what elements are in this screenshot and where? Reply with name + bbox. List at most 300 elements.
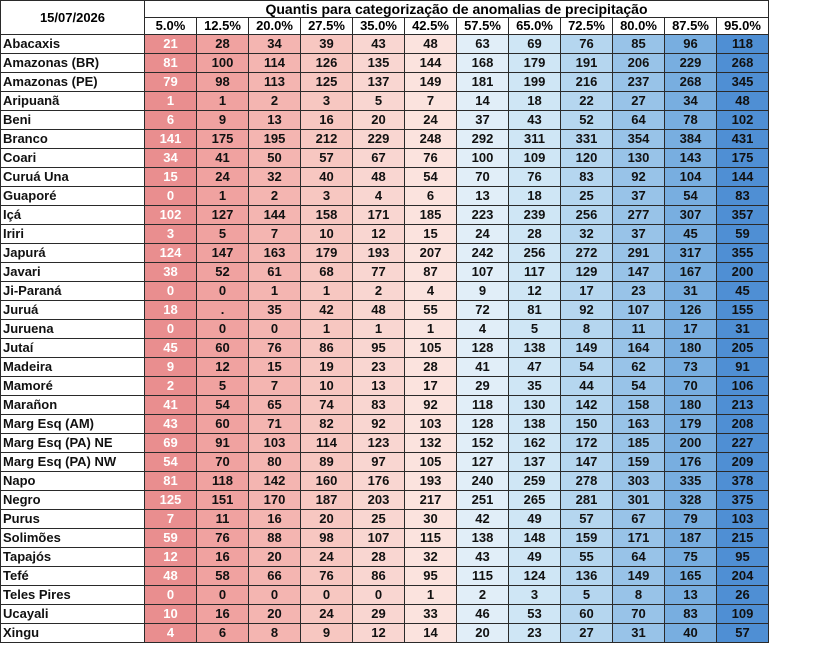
table-cell: 9 bbox=[145, 358, 197, 377]
table-cell: 37 bbox=[457, 111, 509, 130]
table-cell: 67 bbox=[353, 149, 405, 168]
table-cell: 130 bbox=[509, 396, 561, 415]
basin-name: Guaporé bbox=[1, 187, 145, 206]
table-cell: 39 bbox=[301, 35, 353, 54]
table-cell: 149 bbox=[561, 339, 613, 358]
table-cell: 32 bbox=[561, 225, 613, 244]
quantile-header: 5.0% bbox=[145, 18, 197, 35]
table-cell: 81 bbox=[145, 54, 197, 73]
table-row bbox=[1, 396, 769, 415]
table-cell: 0 bbox=[145, 187, 197, 206]
table-row bbox=[1, 282, 769, 301]
table-cell: 46 bbox=[457, 605, 509, 624]
table-cell: 32 bbox=[405, 548, 457, 567]
table-cell: 72 bbox=[457, 301, 509, 320]
table-cell: 149 bbox=[613, 567, 665, 586]
table-cell: 16 bbox=[249, 510, 301, 529]
table-cell: 54 bbox=[197, 396, 249, 415]
table-cell: 66 bbox=[249, 567, 301, 586]
table-cell: 0 bbox=[249, 586, 301, 605]
table-cell: 76 bbox=[249, 339, 301, 358]
table-cell: 24 bbox=[405, 111, 457, 130]
table-cell: 20 bbox=[301, 510, 353, 529]
basin-name: Juruá bbox=[1, 301, 145, 320]
table-cell: 83 bbox=[353, 396, 405, 415]
table-cell: 9 bbox=[197, 111, 249, 130]
table-cell: 3 bbox=[301, 187, 353, 206]
table-cell: 191 bbox=[561, 54, 613, 73]
basin-name: Tefé bbox=[1, 567, 145, 586]
table-cell: 25 bbox=[561, 187, 613, 206]
table-cell: 272 bbox=[561, 244, 613, 263]
basin-name: Juruena bbox=[1, 320, 145, 339]
quantile-header: 57.5% bbox=[457, 18, 509, 35]
table-row bbox=[1, 111, 769, 130]
table-cell: 18 bbox=[509, 187, 561, 206]
table-cell: 88 bbox=[249, 529, 301, 548]
table-cell: 256 bbox=[509, 244, 561, 263]
table-cell: 2 bbox=[249, 92, 301, 111]
table-cell: 102 bbox=[145, 206, 197, 225]
table-cell: 138 bbox=[457, 529, 509, 548]
table-cell: 83 bbox=[561, 168, 613, 187]
table-cell: 328 bbox=[665, 491, 717, 510]
table-cell: 15 bbox=[405, 225, 457, 244]
table-cell: 138 bbox=[509, 415, 561, 434]
table-cell: 69 bbox=[145, 434, 197, 453]
table-cell: 83 bbox=[665, 605, 717, 624]
table-cell: 125 bbox=[145, 491, 197, 510]
table-cell: 265 bbox=[509, 491, 561, 510]
table-cell: 75 bbox=[665, 548, 717, 567]
table-cell: 215 bbox=[717, 529, 769, 548]
table-cell: 114 bbox=[249, 54, 301, 73]
table-cell: 12 bbox=[145, 548, 197, 567]
table-cell: 239 bbox=[509, 206, 561, 225]
table-cell: 10 bbox=[301, 225, 353, 244]
table-cell: 59 bbox=[145, 529, 197, 548]
basin-name: Napo bbox=[1, 472, 145, 491]
table-cell: 0 bbox=[197, 282, 249, 301]
table-cell: 237 bbox=[613, 73, 665, 92]
table-cell: 144 bbox=[405, 54, 457, 73]
table-cell: 2 bbox=[145, 377, 197, 396]
table-cell: 281 bbox=[561, 491, 613, 510]
table-cell: 2 bbox=[353, 282, 405, 301]
table-cell: 227 bbox=[717, 434, 769, 453]
table-row bbox=[1, 567, 769, 586]
table-cell: 109 bbox=[717, 605, 769, 624]
table-cell: 2 bbox=[457, 586, 509, 605]
table-cell: 16 bbox=[197, 605, 249, 624]
table-cell: 63 bbox=[457, 35, 509, 54]
table-cell: 28 bbox=[353, 548, 405, 567]
table-cell: 43 bbox=[145, 415, 197, 434]
table-cell: 159 bbox=[561, 529, 613, 548]
table-cell: 357 bbox=[717, 206, 769, 225]
table-cell: 19 bbox=[301, 358, 353, 377]
basin-name: Marg Esq (PA) NW bbox=[1, 453, 145, 472]
table-cell: 60 bbox=[197, 339, 249, 358]
table-cell: 103 bbox=[717, 510, 769, 529]
table-cell: 268 bbox=[717, 54, 769, 73]
table-cell: 105 bbox=[405, 453, 457, 472]
table-cell: 61 bbox=[249, 263, 301, 282]
basin-name: Coari bbox=[1, 149, 145, 168]
table-cell: 78 bbox=[665, 111, 717, 130]
table-cell: 48 bbox=[353, 301, 405, 320]
table-cell: 5 bbox=[197, 225, 249, 244]
table-row bbox=[1, 624, 769, 643]
quantile-header: 27.5% bbox=[301, 18, 353, 35]
table-cell: 10 bbox=[301, 377, 353, 396]
table-cell: 54 bbox=[613, 377, 665, 396]
table-cell: 33 bbox=[405, 605, 457, 624]
table-cell: 142 bbox=[561, 396, 613, 415]
table-title: Quantis para categorização de anomalias de precipitação bbox=[145, 1, 769, 18]
table-cell: 115 bbox=[405, 529, 457, 548]
table-cell: 12 bbox=[353, 624, 405, 643]
table-cell: 30 bbox=[405, 510, 457, 529]
table-cell: 137 bbox=[509, 453, 561, 472]
table-cell: 1 bbox=[197, 187, 249, 206]
table-cell: 0 bbox=[197, 586, 249, 605]
table-cell: 55 bbox=[405, 301, 457, 320]
table-cell: 24 bbox=[301, 605, 353, 624]
table-cell: 7 bbox=[249, 377, 301, 396]
table-cell: 431 bbox=[717, 130, 769, 149]
table-cell: 35 bbox=[509, 377, 561, 396]
table-cell: 4 bbox=[457, 320, 509, 339]
basin-name: Amazonas (BR) bbox=[1, 54, 145, 73]
quantile-header: 72.5% bbox=[561, 18, 613, 35]
table-row bbox=[1, 73, 769, 92]
table-cell: 137 bbox=[353, 73, 405, 92]
table-cell: 38 bbox=[145, 263, 197, 282]
table-cell: 68 bbox=[301, 263, 353, 282]
basin-name: Aripuanã bbox=[1, 92, 145, 111]
table-cell: 8 bbox=[249, 624, 301, 643]
table-cell: 354 bbox=[613, 130, 665, 149]
table-cell: 22 bbox=[561, 92, 613, 111]
table-cell: 70 bbox=[457, 168, 509, 187]
table-cell: 45 bbox=[717, 282, 769, 301]
table-cell: 0 bbox=[145, 320, 197, 339]
table-cell: 23 bbox=[509, 624, 561, 643]
table-cell: 77 bbox=[353, 263, 405, 282]
quantile-header: 95.0% bbox=[717, 18, 769, 35]
table-row bbox=[1, 54, 769, 73]
table-cell: 58 bbox=[197, 567, 249, 586]
table-cell: 355 bbox=[717, 244, 769, 263]
table-cell: 40 bbox=[665, 624, 717, 643]
table-cell: 20 bbox=[457, 624, 509, 643]
table-cell: 175 bbox=[717, 149, 769, 168]
table-cell: 199 bbox=[509, 73, 561, 92]
table-cell: 11 bbox=[613, 320, 665, 339]
table-cell: 3 bbox=[509, 586, 561, 605]
table-cell: 175 bbox=[197, 130, 249, 149]
table-cell: 292 bbox=[457, 130, 509, 149]
table-cell: 23 bbox=[613, 282, 665, 301]
table-cell: 76 bbox=[197, 529, 249, 548]
basin-name: Marañon bbox=[1, 396, 145, 415]
table-cell: 42 bbox=[457, 510, 509, 529]
table-cell: 14 bbox=[457, 92, 509, 111]
table-cell: 50 bbox=[249, 149, 301, 168]
quantile-header: 80.0% bbox=[613, 18, 665, 35]
table-cell: 152 bbox=[457, 434, 509, 453]
table-cell: 217 bbox=[405, 491, 457, 510]
table-cell: 45 bbox=[145, 339, 197, 358]
table-cell: 2 bbox=[249, 187, 301, 206]
table-cell: 278 bbox=[561, 472, 613, 491]
table-cell: 127 bbox=[457, 453, 509, 472]
table-cell: 223 bbox=[457, 206, 509, 225]
table-cell: 206 bbox=[613, 54, 665, 73]
quantile-header: 20.0% bbox=[249, 18, 301, 35]
table-cell: 144 bbox=[717, 168, 769, 187]
table-cell: 107 bbox=[613, 301, 665, 320]
table-cell: 303 bbox=[613, 472, 665, 491]
table-cell: 107 bbox=[457, 263, 509, 282]
table-cell: 176 bbox=[353, 472, 405, 491]
quantile-header: 35.0% bbox=[353, 18, 405, 35]
table-cell: 127 bbox=[197, 206, 249, 225]
table-cell: 20 bbox=[353, 111, 405, 130]
table-cell: 54 bbox=[665, 187, 717, 206]
table-cell: 97 bbox=[353, 453, 405, 472]
table-cell: 200 bbox=[665, 434, 717, 453]
table-cell: 179 bbox=[665, 415, 717, 434]
table-cell: 35 bbox=[249, 301, 301, 320]
table-row bbox=[1, 168, 769, 187]
table-cell: 98 bbox=[197, 73, 249, 92]
table-cell: 130 bbox=[613, 149, 665, 168]
table-cell: 20 bbox=[249, 605, 301, 624]
table-cell: 109 bbox=[509, 149, 561, 168]
table-cell: 17 bbox=[405, 377, 457, 396]
table-cell: 208 bbox=[717, 415, 769, 434]
table-row bbox=[1, 377, 769, 396]
table-cell: 18 bbox=[509, 92, 561, 111]
table-cell: 82 bbox=[301, 415, 353, 434]
table-cell: 105 bbox=[405, 339, 457, 358]
table-cell: 4 bbox=[405, 282, 457, 301]
table-cell: 6 bbox=[197, 624, 249, 643]
table-cell: 95 bbox=[405, 567, 457, 586]
table-row bbox=[1, 244, 769, 263]
table-cell: 113 bbox=[249, 73, 301, 92]
table-cell: 27 bbox=[613, 92, 665, 111]
table-cell: 62 bbox=[613, 358, 665, 377]
basin-name: Solimões bbox=[1, 529, 145, 548]
table-cell: 128 bbox=[457, 415, 509, 434]
table-row bbox=[1, 92, 769, 111]
table-cell: 242 bbox=[457, 244, 509, 263]
table-cell: 5 bbox=[197, 377, 249, 396]
table-cell: 40 bbox=[301, 168, 353, 187]
table-row bbox=[1, 491, 769, 510]
table-cell: 4 bbox=[353, 187, 405, 206]
table-cell: 57 bbox=[301, 149, 353, 168]
basin-name: Marg Esq (PA) NE bbox=[1, 434, 145, 453]
basin-name: Mamoré bbox=[1, 377, 145, 396]
table-cell: 114 bbox=[301, 434, 353, 453]
table-cell: 64 bbox=[613, 548, 665, 567]
table-cell: 86 bbox=[301, 339, 353, 358]
table-row bbox=[1, 510, 769, 529]
table-cell: 159 bbox=[613, 453, 665, 472]
table-cell: 187 bbox=[301, 491, 353, 510]
table-row bbox=[1, 35, 769, 54]
table-cell: 16 bbox=[197, 548, 249, 567]
table-cell: 126 bbox=[301, 54, 353, 73]
table-cell: 207 bbox=[405, 244, 457, 263]
table-cell: 12 bbox=[353, 225, 405, 244]
table-cell: 185 bbox=[405, 206, 457, 225]
basin-name: Negro bbox=[1, 491, 145, 510]
table-cell: 64 bbox=[613, 111, 665, 130]
table-cell: 259 bbox=[509, 472, 561, 491]
table-cell: 54 bbox=[405, 168, 457, 187]
table-cell: 118 bbox=[717, 35, 769, 54]
table-cell: 59 bbox=[717, 225, 769, 244]
table-cell: 251 bbox=[457, 491, 509, 510]
basin-name: Abacaxis bbox=[1, 35, 145, 54]
table-cell: 150 bbox=[561, 415, 613, 434]
table-cell: 240 bbox=[457, 472, 509, 491]
table-cell: 135 bbox=[353, 54, 405, 73]
table-body bbox=[1, 35, 769, 643]
table-cell: 375 bbox=[717, 491, 769, 510]
table-cell: 54 bbox=[145, 453, 197, 472]
table-cell: 31 bbox=[717, 320, 769, 339]
table-cell: 149 bbox=[405, 73, 457, 92]
table-cell: 384 bbox=[665, 130, 717, 149]
table-cell: 335 bbox=[665, 472, 717, 491]
table-cell: 307 bbox=[665, 206, 717, 225]
table-cell: 124 bbox=[509, 567, 561, 586]
table-cell: 345 bbox=[717, 73, 769, 92]
table-title-row bbox=[1, 1, 769, 18]
table-cell: 164 bbox=[613, 339, 665, 358]
table-cell: 209 bbox=[717, 453, 769, 472]
table-cell: 163 bbox=[249, 244, 301, 263]
table-cell: 26 bbox=[717, 586, 769, 605]
table-cell: 9 bbox=[457, 282, 509, 301]
table-cell: 179 bbox=[509, 54, 561, 73]
table-cell: 23 bbox=[353, 358, 405, 377]
table-cell: 180 bbox=[665, 396, 717, 415]
table-row bbox=[1, 320, 769, 339]
table-cell: 311 bbox=[509, 130, 561, 149]
table-cell: 193 bbox=[353, 244, 405, 263]
table-cell: 132 bbox=[405, 434, 457, 453]
table-cell: 98 bbox=[301, 529, 353, 548]
table-cell: 70 bbox=[197, 453, 249, 472]
table-cell: 8 bbox=[613, 586, 665, 605]
table-cell: 168 bbox=[457, 54, 509, 73]
table-cell: 34 bbox=[665, 92, 717, 111]
table-cell: 9 bbox=[301, 624, 353, 643]
table-cell: 92 bbox=[613, 168, 665, 187]
table-row bbox=[1, 358, 769, 377]
table-cell: 8 bbox=[561, 320, 613, 339]
table-cell: 95 bbox=[717, 548, 769, 567]
table-cell: 70 bbox=[613, 605, 665, 624]
table-cell: 229 bbox=[665, 54, 717, 73]
table-cell: 118 bbox=[197, 472, 249, 491]
table-cell: 91 bbox=[197, 434, 249, 453]
table-cell: 124 bbox=[145, 244, 197, 263]
table-cell: 7 bbox=[405, 92, 457, 111]
table-cell: 31 bbox=[665, 282, 717, 301]
table-cell: 151 bbox=[197, 491, 249, 510]
table-cell: 0 bbox=[145, 282, 197, 301]
table-cell: 204 bbox=[717, 567, 769, 586]
table-cell: 277 bbox=[613, 206, 665, 225]
basin-name: Madeira bbox=[1, 358, 145, 377]
table-cell: 1 bbox=[353, 320, 405, 339]
table-cell: 171 bbox=[613, 529, 665, 548]
table-cell: 6 bbox=[145, 111, 197, 130]
table-cell: 3 bbox=[145, 225, 197, 244]
table-cell: 256 bbox=[561, 206, 613, 225]
table-cell: 1 bbox=[405, 586, 457, 605]
table-cell: 167 bbox=[665, 263, 717, 282]
table-cell: 155 bbox=[717, 301, 769, 320]
table-cell: 79 bbox=[145, 73, 197, 92]
table-cell: 81 bbox=[509, 301, 561, 320]
table-cell: 107 bbox=[353, 529, 405, 548]
table-cell: 57 bbox=[561, 510, 613, 529]
table-cell: 200 bbox=[717, 263, 769, 282]
table-cell: 3 bbox=[301, 92, 353, 111]
date-header: 15/07/2026 bbox=[1, 1, 145, 35]
table-row bbox=[1, 472, 769, 491]
table-cell: 331 bbox=[561, 130, 613, 149]
table-cell: 48 bbox=[353, 168, 405, 187]
table-cell: 41 bbox=[197, 149, 249, 168]
table-row bbox=[1, 130, 769, 149]
table-cell: 171 bbox=[353, 206, 405, 225]
table-cell: 6 bbox=[405, 187, 457, 206]
table-cell: 37 bbox=[613, 225, 665, 244]
basin-name: Amazonas (PE) bbox=[1, 73, 145, 92]
table-row bbox=[1, 339, 769, 358]
table-cell: 125 bbox=[301, 73, 353, 92]
table-cell: 85 bbox=[613, 35, 665, 54]
basin-name: Purus bbox=[1, 510, 145, 529]
table-cell: 45 bbox=[665, 225, 717, 244]
table-cell: 73 bbox=[665, 358, 717, 377]
quantile-header: 65.0% bbox=[509, 18, 561, 35]
table-row bbox=[1, 548, 769, 567]
table-cell: 195 bbox=[249, 130, 301, 149]
table-cell: 48 bbox=[717, 92, 769, 111]
table-cell: 128 bbox=[457, 339, 509, 358]
table-cell: 52 bbox=[561, 111, 613, 130]
table-cell: 43 bbox=[353, 35, 405, 54]
table-row bbox=[1, 225, 769, 244]
table-cell: 79 bbox=[665, 510, 717, 529]
table-cell: 143 bbox=[665, 149, 717, 168]
table-cell: 25 bbox=[353, 510, 405, 529]
table-cell: 148 bbox=[509, 529, 561, 548]
table-cell: 44 bbox=[561, 377, 613, 396]
table-cell: 12 bbox=[197, 358, 249, 377]
